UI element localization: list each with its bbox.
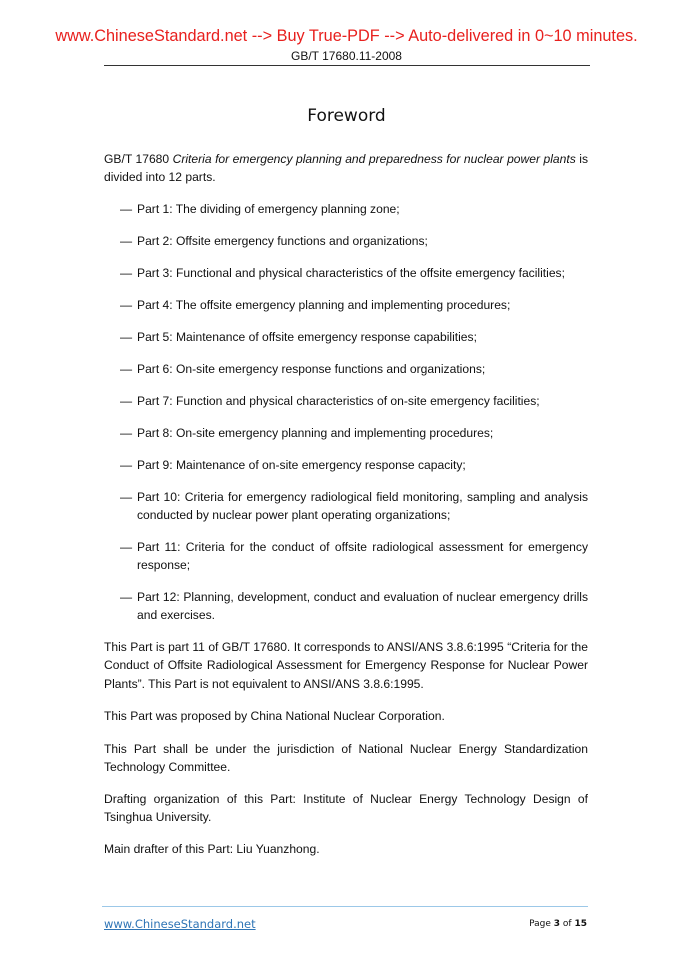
list-item-text: Part 6: On-site emergency response functions and organizations; [137,362,486,376]
dash-bullet: — [120,426,133,440]
page-current: 3 [553,919,561,929]
dash-bullet: — [120,490,133,504]
intro-suffix: is divided into 12 parts. [104,152,588,185]
list-item-part-5 [120,328,588,346]
list-item-text: Part 10: Criteria for emergency radiological field monitoring, sampling and analysis conducted by nuclear power plant operating organizations; [137,490,588,523]
dash-bullet: — [120,298,133,312]
page-total: 15 [574,919,587,929]
page-prefix: Page [529,919,554,929]
page-of: of [560,919,575,929]
footer-website-link[interactable]: www.ChineseStandard.net [104,917,256,931]
list-item-part-1 [120,200,588,218]
standard-title: Criteria for emergency planning and preparedness for nuclear power plants [172,152,576,166]
page-number [529,919,587,929]
footer-divider [102,906,588,907]
list-item-text: Part 2: Offsite emergency functions and organizations; [137,234,428,248]
dash-bullet: — [120,330,133,344]
intro-prefix: GB/T 17680 [104,152,173,166]
standard-code-header: GB/T 17680.11-2008 [291,49,402,63]
intro-paragraph [104,150,588,187]
list-item-text: Part 11: Criteria for the conduct of offsite radiological assessment for emergency response; [137,540,588,573]
jurisdiction-paragraph: This Part shall be under the jurisdiction of National Nuclear Energy Standardization Technology Committee. [104,742,588,775]
correspondence-paragraph: This Part is part 11 of GB/T 17680. It corresponds to ANSI/ANS 3.8.6:1995 “Criteria for the Conduct of Offsite Radiological Assessment for Emergency Response for Nuclear Power Plants”. This Part is not equivalent to ANSI/ANS 3.8.6:1995. [104,640,588,691]
list-item-part-7 [120,392,588,410]
list-item-part-9 [120,456,588,474]
header-divider [104,65,590,66]
list-item-part-6 [120,360,588,378]
buy-pdf-banner-link[interactable]: www.ChineseStandard.net --> Buy True-PDF --> Auto-delivered in 0~10 minutes. [55,27,638,45]
list-item-part-11 [120,538,588,575]
list-item-part-8 [120,424,588,442]
list-item-part-3 [120,264,588,282]
list-item-text: Part 3: Functional and physical characteristics of the offsite emergency facilities; [137,266,565,280]
dash-bullet: — [120,590,133,604]
main-drafter-paragraph: Main drafter of this Part: Liu Yuanzhong. [104,842,320,856]
list-item-text: Part 9: Maintenance of on-site emergency response capacity; [137,458,466,472]
dash-bullet: — [120,362,133,376]
page-title: Foreword [307,106,386,126]
list-item-part-2 [120,232,588,250]
proposer-paragraph: This Part was proposed by China National Nuclear Corporation. [104,709,445,723]
list-item-text: Part 12: Planning, development, conduct and evaluation of nuclear emergency drills and exercises. [137,590,588,623]
list-item-text: Part 8: On-site emergency planning and implementing procedures; [137,426,494,440]
dash-bullet: — [120,540,133,554]
list-item-part-10 [120,488,588,525]
drafting-organization-paragraph: Drafting organization of this Part: Institute of Nuclear Energy Technology Design of Tsinghua University. [104,792,588,825]
dash-bullet: — [120,202,133,216]
list-item-text: Part 4: The offsite emergency planning and implementing procedures; [137,298,511,312]
dash-bullet: — [120,458,133,472]
dash-bullet: — [120,266,133,280]
dash-bullet: — [120,234,133,248]
dash-bullet: — [120,394,133,408]
list-item-text: Part 1: The dividing of emergency planning zone; [137,202,400,216]
list-item-text: Part 7: Function and physical characteristics of on-site emergency facilities; [137,394,540,408]
list-item-part-12 [120,588,588,625]
list-item-text: Part 5: Maintenance of offsite emergency response capabilities; [137,330,477,344]
list-item-part-4 [120,296,588,314]
